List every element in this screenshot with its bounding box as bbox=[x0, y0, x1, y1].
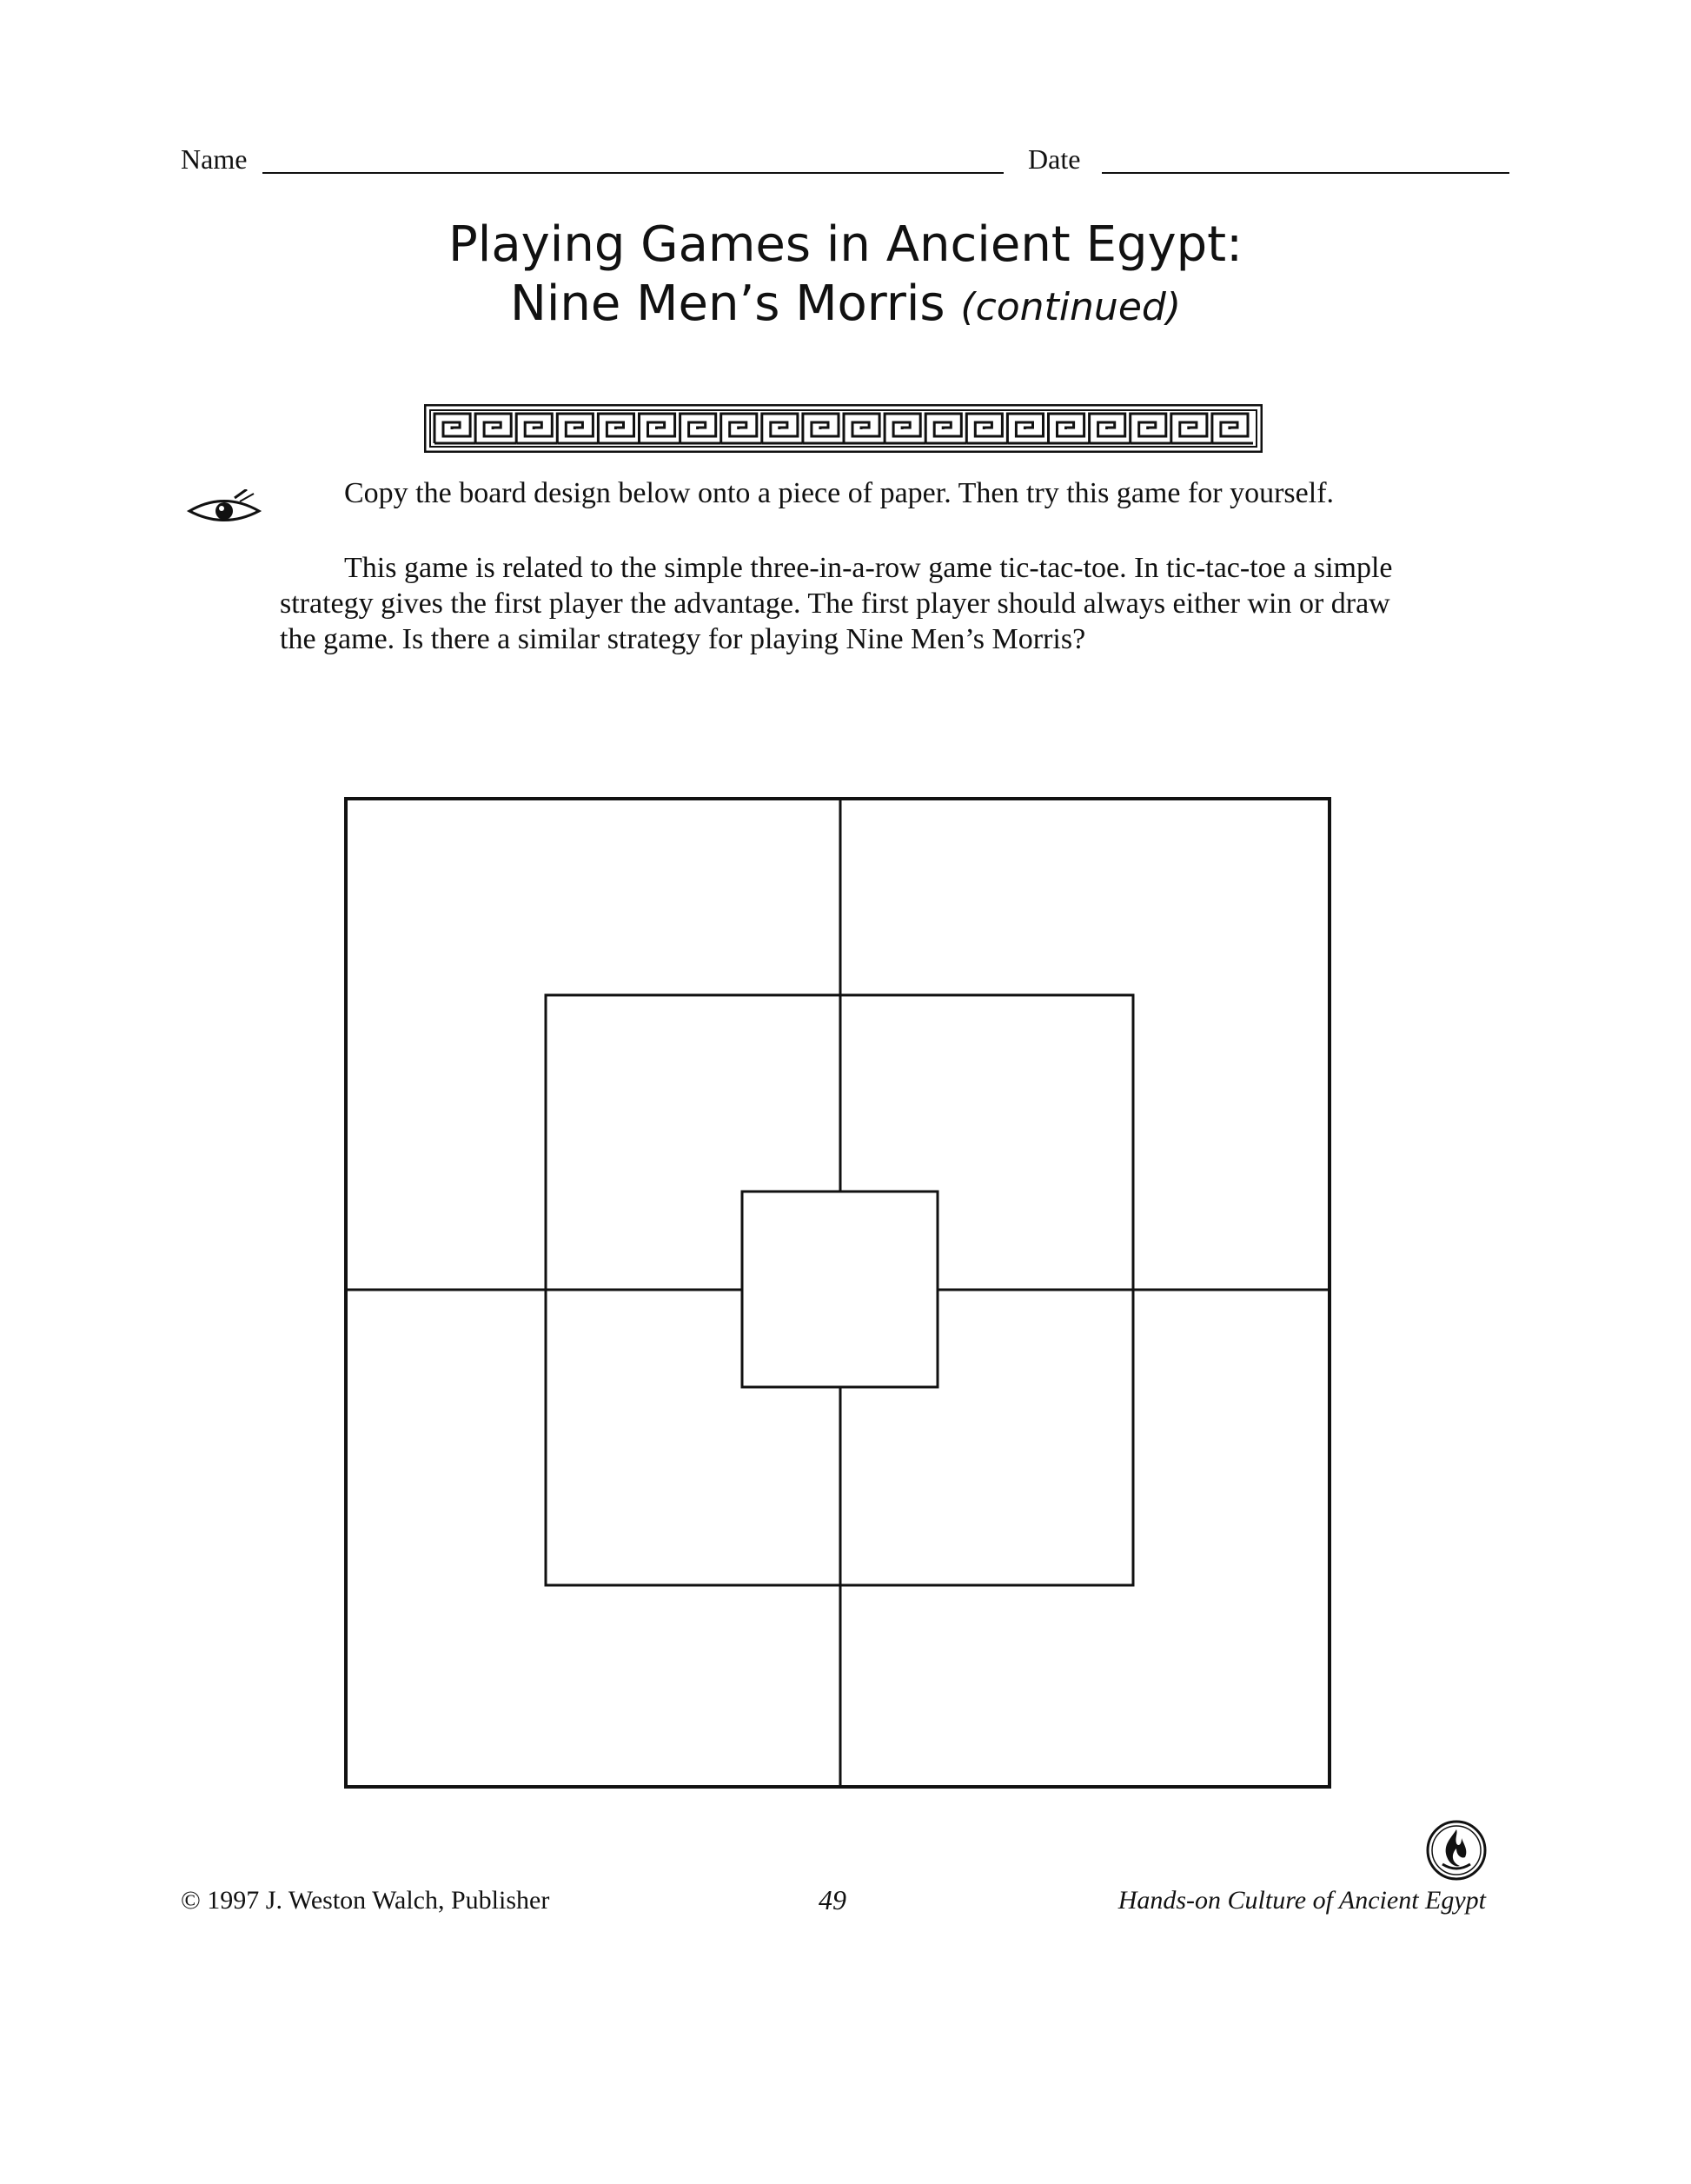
greek-key-unit bbox=[925, 414, 961, 443]
greek-key-unit bbox=[680, 414, 716, 443]
date-field-line[interactable] bbox=[1102, 172, 1509, 174]
greek-key-unit bbox=[516, 414, 552, 443]
greek-key-unit bbox=[475, 414, 511, 443]
book-title: Hands-on Culture of Ancient Egypt bbox=[1117, 1886, 1486, 1915]
greek-key-unit bbox=[1007, 414, 1043, 443]
greek-key-unit bbox=[966, 414, 1002, 443]
eye-icon bbox=[186, 489, 262, 533]
name-field-line[interactable] bbox=[262, 172, 1004, 174]
greek-key-unit bbox=[557, 414, 593, 443]
greek-key-unit bbox=[598, 414, 633, 443]
copyright-notice: © 1997 J. Weston Walch, Publisher bbox=[181, 1886, 550, 1915]
greek-key-unit bbox=[1212, 414, 1248, 443]
greek-key-unit bbox=[721, 414, 757, 443]
outer-square bbox=[346, 799, 1330, 1787]
greek-key-border bbox=[424, 404, 1263, 453]
greek-key-unit bbox=[1171, 414, 1207, 443]
subtitle-main: Nine Men’s Morris bbox=[509, 275, 945, 332]
greek-key-unit bbox=[885, 414, 920, 443]
greek-key-unit bbox=[844, 414, 879, 443]
greek-key-unit bbox=[1131, 414, 1166, 443]
page-subtitle bbox=[0, 276, 1691, 335]
flame-logo-icon bbox=[1425, 1819, 1488, 1882]
name-label: Name bbox=[181, 143, 248, 175]
greek-key-unit bbox=[640, 414, 675, 443]
greek-key-unit bbox=[803, 414, 839, 443]
page-title: Playing Games in Ancient Egypt: bbox=[448, 216, 1243, 273]
instruction-paragraph bbox=[280, 475, 1409, 511]
date-label: Date bbox=[1028, 143, 1081, 175]
page-number: 49 bbox=[819, 1884, 846, 1915]
strategy-paragraph bbox=[280, 550, 1409, 657]
greek-key-unit bbox=[1049, 414, 1084, 443]
greek-key-unit bbox=[1090, 414, 1125, 443]
instruction-text: Copy the board design below onto a piece of paper. Then try this game for yourself. bbox=[344, 477, 1335, 509]
subtitle-note: (continued) bbox=[960, 285, 1181, 329]
nine-mens-morris-board bbox=[343, 787, 1344, 1789]
greek-key-unit bbox=[434, 414, 470, 443]
inner-square bbox=[742, 1192, 938, 1387]
strategy-text: This game is related to the simple three-in-a-row game tic-tac-toe. In tic-tac-toe a simple strategy gives the first player the advantage. The first player should always either win or draw the game. Is there a similar strategy for playing Nine Men’s Morris? bbox=[280, 552, 1393, 655]
greek-key-unit bbox=[762, 414, 798, 443]
